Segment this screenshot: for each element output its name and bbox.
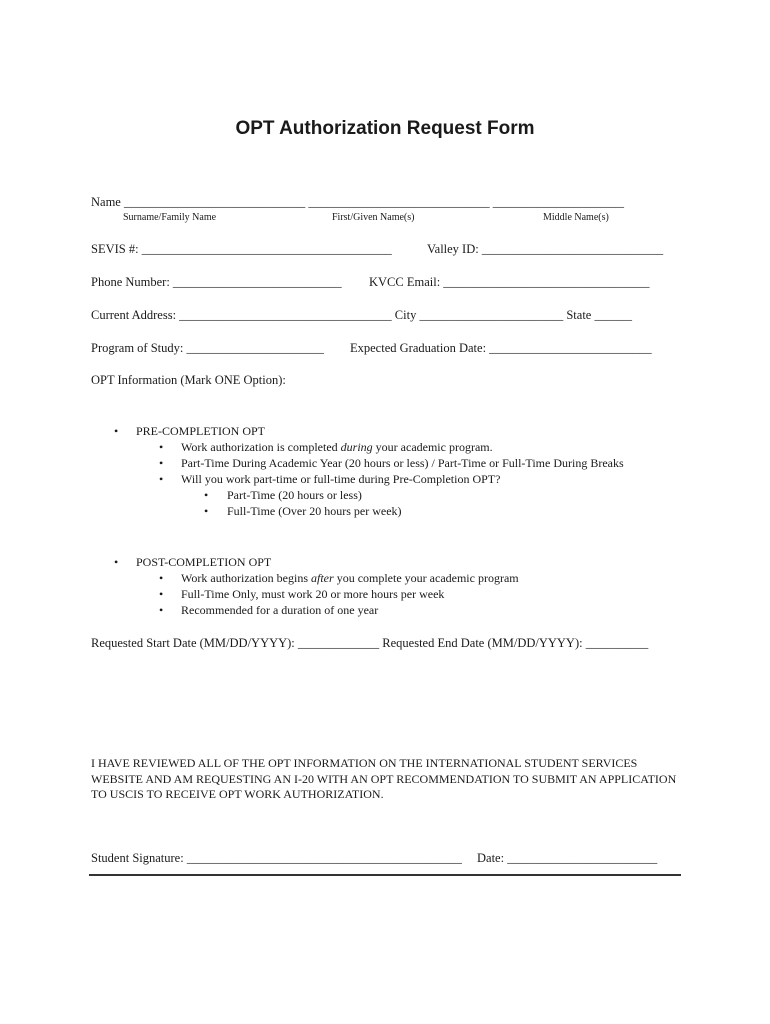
name-field-row[interactable]: Name _____________________________ _____________________________ _____________________: [91, 195, 624, 209]
list-item: [181, 440, 493, 455]
part-time-option[interactable]: Part-Time (20 hours or less): [227, 488, 362, 502]
graduation-date-field[interactable]: Expected Graduation Date: __________________________: [350, 341, 652, 355]
list-item: Part-Time During Academic Year (20 hours or less) / Part-Time or Full-Time During Breaks: [181, 456, 624, 470]
signature-field[interactable]: Student Signature: ____________________________________________: [91, 851, 462, 865]
list-item-text: Work authorization is completed: [181, 440, 341, 454]
full-time-option[interactable]: Full-Time (Over 20 hours per week): [227, 504, 402, 518]
list-item-text: your academic program.: [372, 440, 493, 454]
bullet-icon: •: [204, 504, 209, 518]
sevis-field[interactable]: SEVIS #: ________________________________________: [91, 242, 392, 256]
bullet-icon: •: [114, 555, 119, 569]
bullet-icon: •: [204, 488, 209, 502]
bullet-icon: •: [159, 456, 164, 470]
phone-field[interactable]: Phone Number: ___________________________: [91, 275, 342, 289]
list-item-emphasis: during: [340, 440, 373, 454]
list-item-text: Work authorization begins: [181, 571, 312, 585]
bullet-icon: •: [159, 440, 164, 454]
program-field[interactable]: Program of Study: ______________________: [91, 341, 324, 355]
list-item: Will you work part-time or full-time during Pre-Completion OPT?: [181, 472, 501, 486]
bullet-icon: •: [114, 424, 119, 438]
list-item-emphasis: after: [311, 571, 334, 585]
bullet-icon: •: [159, 472, 164, 486]
middle-name-label: Middle Name(s): [543, 212, 609, 223]
list-item-text: you complete your academic program: [333, 571, 519, 585]
surname-label: Surname/Family Name: [123, 212, 217, 223]
bullet-icon: •: [159, 587, 164, 601]
first-name-label: First/Given Name(s): [332, 212, 415, 223]
address-field-row[interactable]: Current Address: __________________________________ City _______________________ State ______: [91, 308, 632, 322]
signature-date-field[interactable]: Date: ________________________: [477, 851, 658, 865]
bottom-divider: [89, 874, 681, 876]
requested-dates-row[interactable]: Requested Start Date (MM/DD/YYYY): _____________ Requested End Date (MM/DD/YYYY): __________: [91, 636, 649, 650]
bullet-icon: •: [159, 571, 164, 585]
pre-completion-option[interactable]: PRE-COMPLETION OPT: [136, 424, 266, 438]
post-completion-option[interactable]: POST-COMPLETION OPT: [136, 555, 272, 569]
bullet-icon: •: [159, 603, 164, 617]
list-item: Recommended for a duration of one year: [181, 603, 379, 617]
opt-info-heading: OPT Information (Mark ONE Option):: [91, 373, 286, 387]
list-item: [181, 571, 519, 586]
valley-id-field[interactable]: Valley ID: _____________________________: [427, 242, 664, 256]
email-field[interactable]: KVCC Email: _________________________________: [369, 275, 650, 289]
list-item: Full-Time Only, must work 20 or more hours per week: [181, 587, 445, 601]
certification-statement: I HAVE REVIEWED ALL OF THE OPT INFORMATION ON THE INTERNATIONAL STUDENT SERVICES WEBSITE AND AM REQUESTING AN I-20 WITH AN OPT RECOMMENDATION TO SUBMIT AN APPLICATION TO USCIS TO RECEIVE OPT WORK AUTHORIZATION.: [91, 756, 677, 801]
page-title: OPT Authorization Request Form: [235, 118, 535, 139]
